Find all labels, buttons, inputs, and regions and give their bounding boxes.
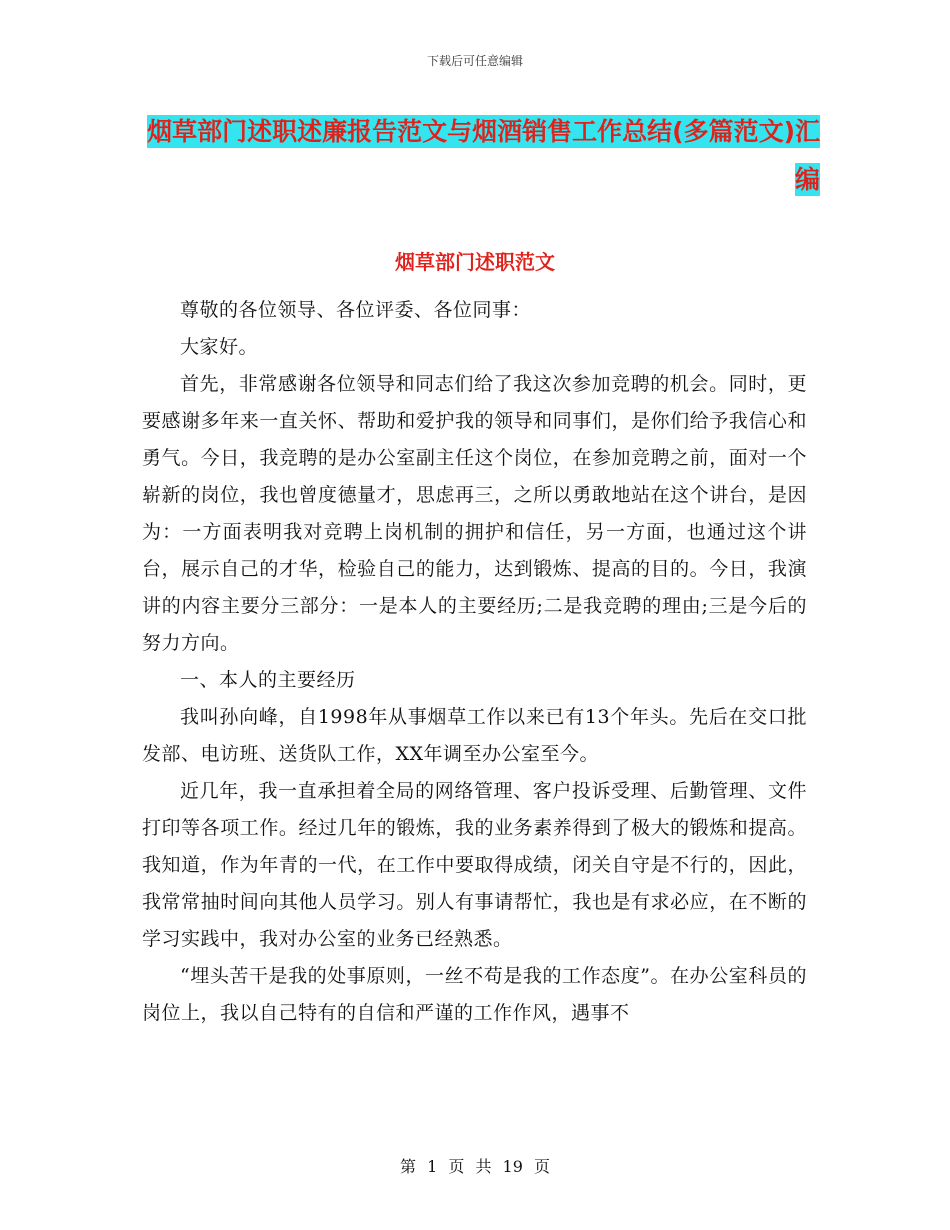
paragraph-principle: “埋头苦干是我的处事原则，一丝不苟是我的工作态度”。在办公室科员的岗位上，我以自己特有的自信和严谨的工作作风，遇事不 <box>142 965 807 1024</box>
page-footer: 第 1 页 共 19 页 <box>400 1157 550 1176</box>
paragraph-intro: 首先，非常感谢各位领导和同志们给了我这次参加竞聘的机会。同时，更要感谢多年来一直关怀、帮助和爱护我的领导和同事们，是你们给予我信心和勇气。今日，我竞聘的是办公室副主任这个岗位，在参加竞聘之前，面对一个崭新的岗位，我也曾度德量才，思虑再三，之所以勇敢地站在这个讲台，是因为：一方面表明我对竞聘上岗机制的拥护和信任，另一方面，也通过这个讲台，展示自己的才华，检验自己的能力，达到锻炼、提高的目的。今日，我演讲的内容主要分三部分：一是本人的主要经历;二是我竞聘的理由;三是今后的努力方向。 <box>142 373 807 654</box>
paragraph-greeting: 大家好。 <box>180 336 259 358</box>
document-body <box>142 292 807 1032</box>
paragraph-experience: 我叫孙向峰，自1998年从事烟草工作以来已有13个年头。先后在交口批发部、电访班、送货队工作，XX年调至办公室至今。 <box>142 706 807 765</box>
section-heading: 烟草部门述职范文 <box>395 250 555 274</box>
header-note: 下载后可任意编辑 <box>426 54 523 68</box>
paragraph-subheading: 一、本人的主要经历 <box>180 669 356 691</box>
document-title <box>140 108 820 204</box>
document-title-text: 烟草部门述职述廉报告范文与烟酒销售工作总结(多篇范文)汇编 <box>147 117 820 194</box>
paragraph-salutation: 尊敬的各位领导、各位评委、各位同事： <box>180 299 532 321</box>
paragraph-recent-work: 近几年，我一直承担着全局的网络管理、客户投诉受理、后勤管理、文件打印等各项工作。经过几年的锻炼，我的业务素养得到了极大的锻炼和提高。我知道，作为年青的一代，在工作中要取得成绩，闭关自守是不行的，因此，我常常抽时间向其他人员学习。别人有事请帮忙，我也是有求必应，在不断的学习实践中，我对办公室的业务已经熟悉。 <box>142 780 807 950</box>
